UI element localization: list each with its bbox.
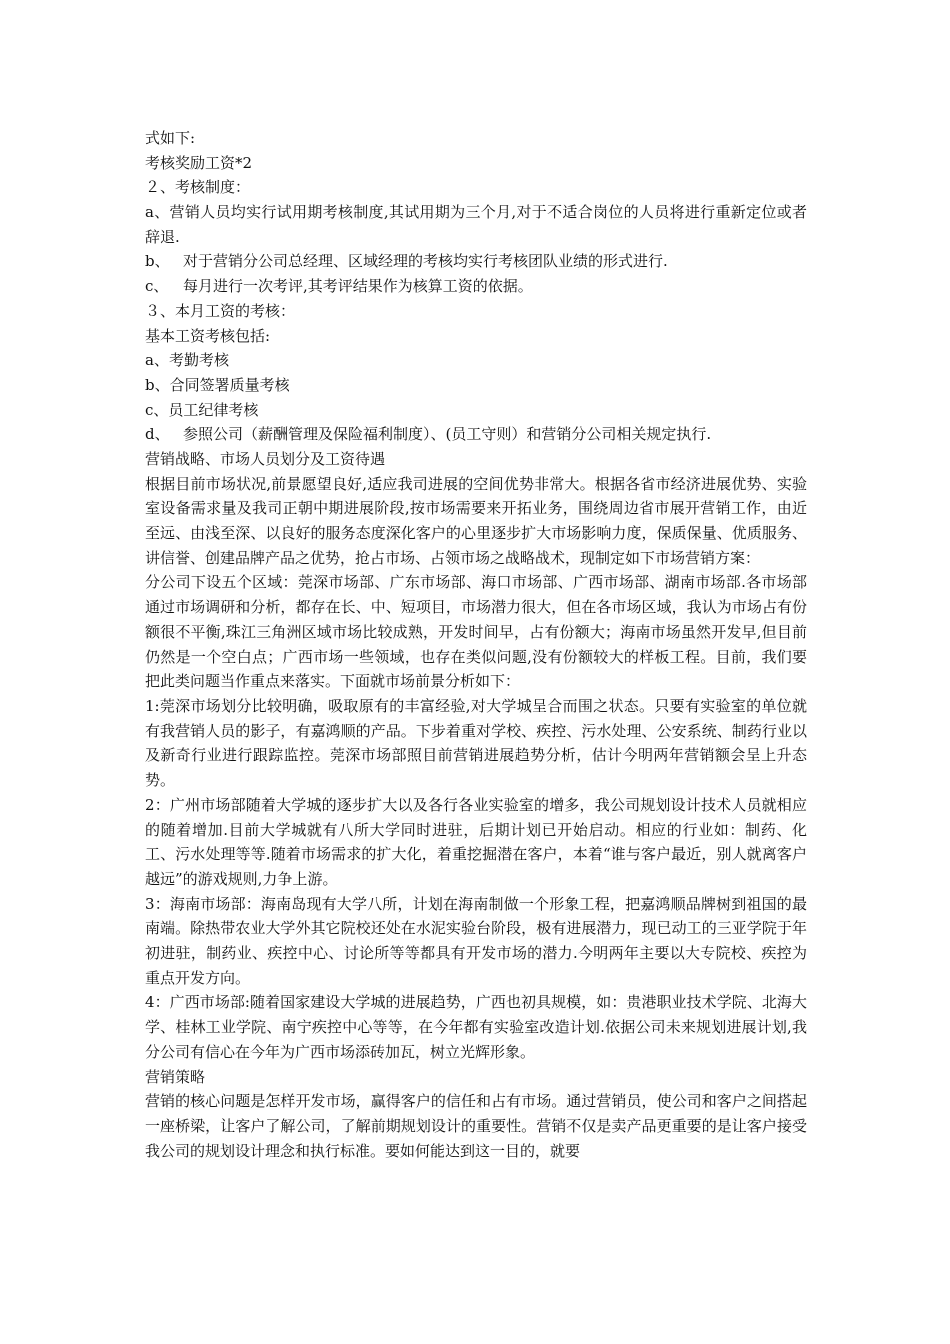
list-marker: b、 <box>145 252 170 271</box>
paragraph: 分公司下设五个区域：莞深市场部、广东市场部、海口市场部、广西市场部、湖南市场部.各市场部通过市场调研和分析，都存在长、中、短项目，市场潜力很大，但在各市场区域，我认为市场占有份额很不平衡,珠江三角洲区域市场比较成熟，开发时间早，占有份额大；海南市场虽然开发早,但目前仍然是一个空白点；广西市场一些领域，也存在类似问题,没有份额较大的样板工程。目前，我们要把此类问题当作重点来落实。下面就市场前景分析如下： <box>145 573 807 691</box>
list-item: c、员工纪律考核 <box>145 400 259 419</box>
paragraph: 3：海南市场部：海南岛现有大学八所，计划在海南制做一个形象工程，把嘉鸿顺品牌树到祖国的最南端。除热带农业大学外其它院校还处在水泥实验台阶段，极有进展潜力，现已动工的三亚学院于年初进驻，制药业、疾控中心、讨论所等等都具有开发市场的潜力.今明两年主要以大专院校、疾控为重点开发方向。 <box>145 894 807 987</box>
list-item <box>145 249 807 274</box>
paragraph: 营销的核心问题是怎样开发市场，赢得客户的信任和占有市场。通过营销员，使公司和客户之间搭起一座桥梁，让客户了解公司，了解前期规划设计的重要性。营销不仅是卖产品更重要的是让客户接受我公司的规划设计理念和执行标准。要如何能达到这一目的，就要 <box>145 1092 807 1160</box>
section-heading: ３、本月工资的考核： <box>145 301 296 320</box>
paragraph: a、营销人员均实行试用期考核制度,其试用期为三个月,对于不适合岗位的人员将进行重新定位或者辞退. <box>145 203 807 246</box>
paragraph: 1:莞深市场划分比较明确，吸取原有的丰富经验,对大学城呈合而围之状态。只要有实验室的单位就有我营销人员的影子，有嘉鸿顺的产品。下步着重对学校、疾控、污水处理、公安系统、制药行业以及新奇行业进行跟踪监控。莞深市场部照目前营销进展趋势分析，估计今明两年营销额会呈上升态势。 <box>145 696 807 790</box>
list-item: b、合同签署质量考核 <box>145 375 290 394</box>
list-marker: c、 <box>145 277 169 296</box>
section-heading: ２、考核制度： <box>145 178 251 197</box>
paragraph: 4：广西市场部:随着国家建设大学城的进展趋势，广西也初具规模，如：贵港职业技术学院、北海大学、桂林工业学院、南宁疾控中心等等，在今年都有实验室改造计划.依据公司未来规划进展计划,我分公司有信心在今年为广西市场添砖加瓦，树立光辉形象。 <box>145 993 807 1061</box>
list-item <box>145 274 807 299</box>
list-item: a、考勤考核 <box>145 351 229 370</box>
section-heading: 营销战略、市场人员划分及工资待遇 <box>145 449 386 468</box>
list-text: 每月进行一次考评,其考评结果作为核算工资的依据。 <box>183 277 533 296</box>
list-item <box>145 422 807 447</box>
list-text: 对于营销分公司总经理、区域经理的考核均实行考核团队业绩的形式进行. <box>183 252 668 271</box>
list-text: 参照公司（薪酬管理及保险福利制度）、(员工守则）和营销分公司相关规定执行. <box>183 425 712 444</box>
list-marker: d、 <box>145 425 170 444</box>
text-line: 式如下: <box>145 129 196 147</box>
paragraph: 根据目前市场状况,前景愿望良好,适应我司进展的空间优势非常大。根据各省市经济进展优势、实验室设备需求量及我司正朝中期进展阶段,按市场需要来开拓业务，围绕周边省市展开营销工作，由近至远、由浅至深、以良好的服务态度深化客户的心里逐步扩大市场影响力度，保质保量、优质服务、讲信誉、创建品牌产品之优势，抢占市场、占领市场之战略战术，现制定如下市场营销方案： <box>145 474 807 567</box>
section-heading: 营销策略 <box>145 1067 206 1086</box>
text-line: 考核奖励工资*2 <box>145 153 253 172</box>
document-body <box>145 126 807 1163</box>
text-line: 基本工资考核包括: <box>145 326 271 345</box>
paragraph: 2：广州市场部随着大学城的逐步扩大以及各行各业实验室的增多，我公司规划设计技术人员就相应的随着增加.目前大学城就有八所大学同时进驻，后期计划已开始启动。相应的行业如：制药、化工、污水处理等等.随着市场需求的扩大化，着重挖掘潜在客户，本着“谁与客户最近，别人就离客户越远”的游戏规则,力争上游。 <box>145 795 807 888</box>
